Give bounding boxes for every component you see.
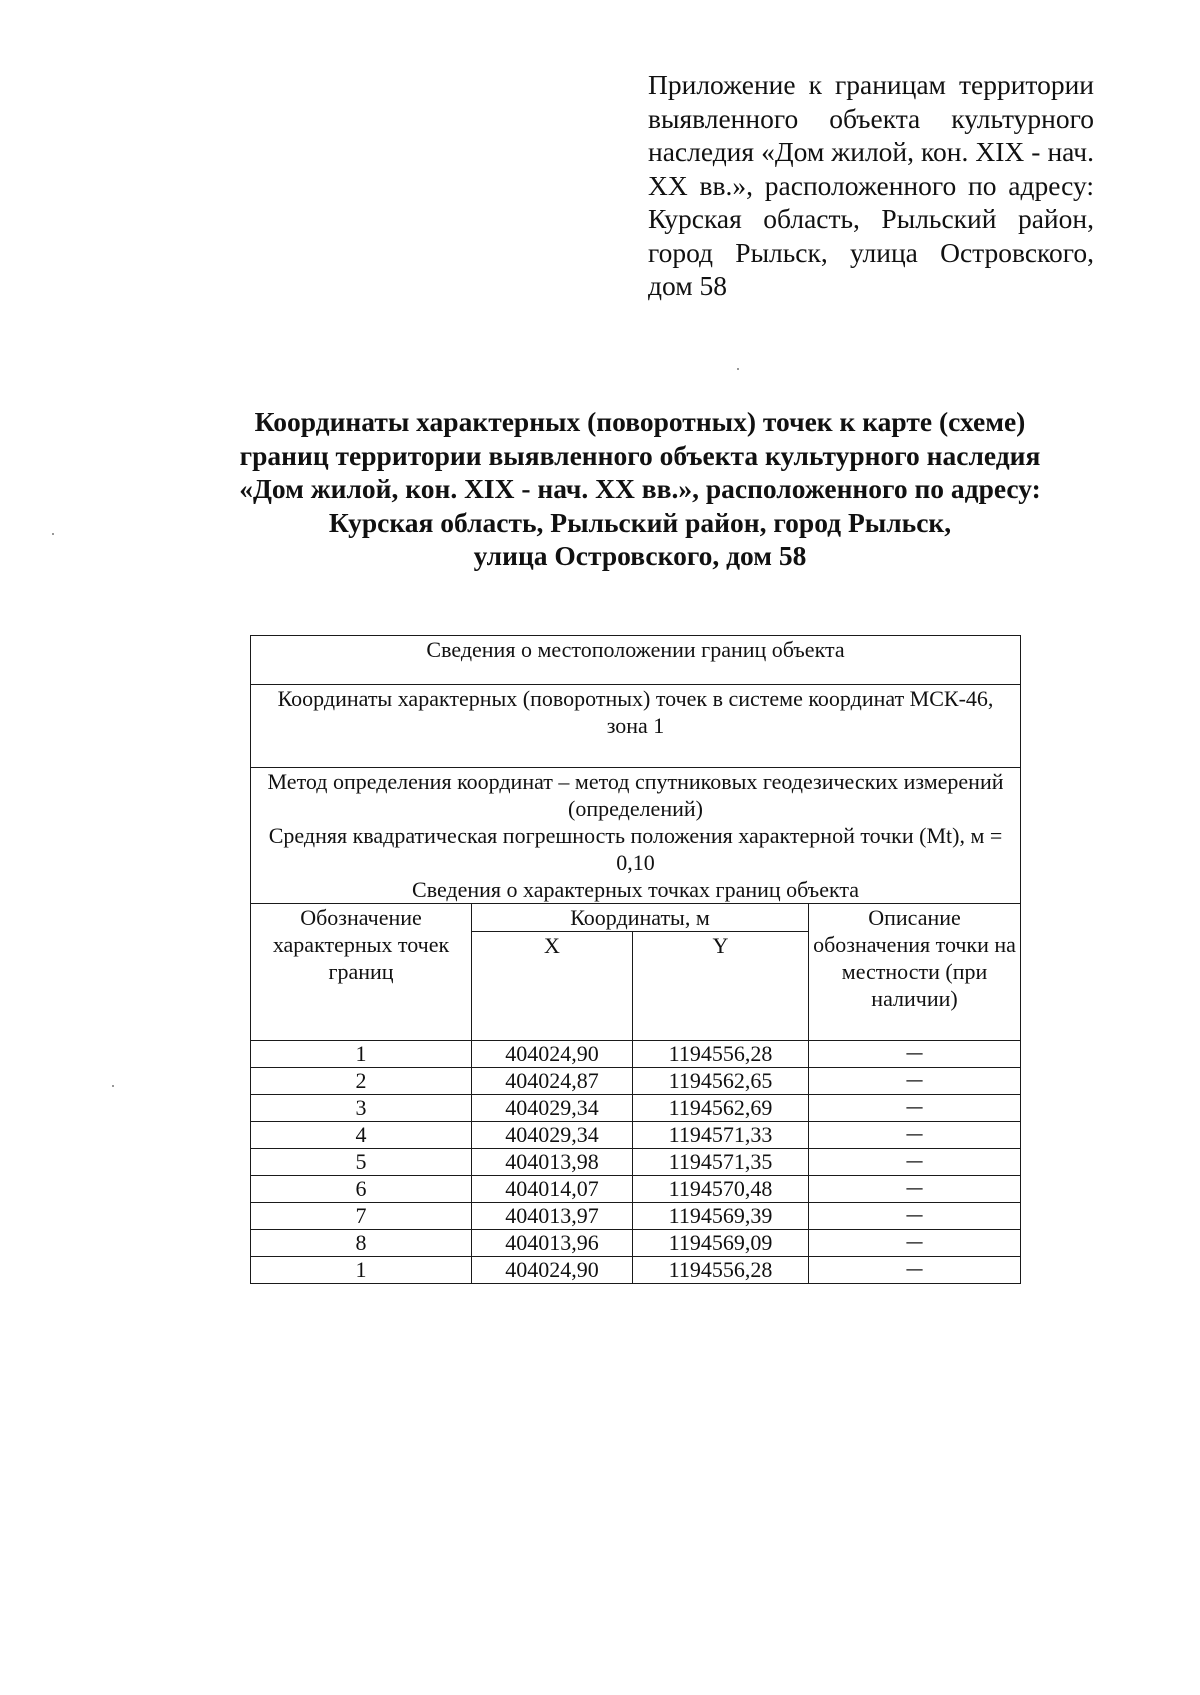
x-cell: 404024,90 (472, 1041, 633, 1068)
y-cell: 1194569,39 (633, 1203, 809, 1230)
point-designation-header: Обозначение характерных точек границ (251, 904, 472, 1041)
heading-line: Курская область, Рыльский район, город Рыльск, (328, 506, 952, 538)
y-cell: 1194562,65 (633, 1068, 809, 1095)
point-cell: 2 (251, 1068, 472, 1095)
coordinate-system-info: Координаты характерных (поворотных) точек в системе координат МСК-46, зона 1 (251, 685, 1021, 768)
description-cell: — (809, 1149, 1021, 1176)
point-cell: 4 (251, 1122, 472, 1149)
heading-line: Координаты характерных (поворотных) точек к карте (схеме) (254, 406, 1026, 437)
appendix-note: Приложение к границам территории выявленного объекта культурного наследия «Дом жилой, кон. XIX - нач. XX вв.», расположенного по адресу: Курская область, Рыльский район, город Рыльск, улица Островского, дом 58 (648, 69, 1094, 301)
point-cell: 6 (251, 1176, 472, 1203)
points-info-text: Сведения о характерных точках границ объекта (412, 877, 859, 902)
table-row (251, 1230, 1021, 1257)
description-cell: — (809, 1257, 1021, 1284)
y-cell: 1194570,48 (633, 1176, 809, 1203)
y-header: Y (633, 932, 809, 1041)
description-cell: — (809, 1230, 1021, 1257)
x-cell: 404029,34 (472, 1095, 633, 1122)
x-cell: 404014,07 (472, 1176, 633, 1203)
y-cell: 1194571,33 (633, 1122, 809, 1149)
y-cell: 1194562,69 (633, 1095, 809, 1122)
table-row (251, 1203, 1021, 1230)
accuracy-text: Средняя квадратическая погрешность положения характерной точки (Mt), м = 0,10 (268, 823, 1003, 875)
x-cell: 404024,87 (472, 1068, 633, 1095)
y-cell: 1194556,28 (633, 1041, 809, 1068)
point-cell: 3 (251, 1095, 472, 1122)
y-cell: 1194571,35 (633, 1149, 809, 1176)
description-cell: — (809, 1095, 1021, 1122)
method-text: Метод определения координат – метод спутниковых геодезических измерений (определений) (267, 769, 1004, 821)
point-cell: 1 (251, 1257, 472, 1284)
y-cell: 1194556,28 (633, 1257, 809, 1284)
description-cell: — (809, 1176, 1021, 1203)
location-info-header: Сведения о местоположении границ объекта (251, 636, 1021, 685)
table-row (251, 1149, 1021, 1176)
method-info (251, 768, 1021, 904)
heading-line: «Дом жилой, кон. XIX - нач. XX вв.», расположенного по адресу: (239, 473, 1041, 504)
description-cell: — (809, 1041, 1021, 1068)
table-row (251, 1041, 1021, 1068)
x-cell: 404013,97 (472, 1203, 633, 1230)
table-row (251, 1176, 1021, 1203)
point-cell: 1 (251, 1041, 472, 1068)
y-cell: 1194569,09 (633, 1230, 809, 1257)
coordinates-header: Координаты, м (472, 904, 809, 932)
x-cell: 404013,98 (472, 1149, 633, 1176)
table-row (251, 1095, 1021, 1122)
x-header: X (472, 932, 633, 1041)
point-description-header: Описание обозначения точки на местности (при наличии) (809, 904, 1021, 1041)
table-row (251, 1257, 1021, 1284)
point-cell: 8 (251, 1230, 472, 1257)
point-cell: 5 (251, 1149, 472, 1176)
table-row (251, 1068, 1021, 1095)
table-row (251, 1122, 1021, 1149)
x-cell: 404013,96 (472, 1230, 633, 1257)
coordinates-table (250, 635, 1021, 1284)
scan-speck (737, 368, 739, 370)
x-cell: 404029,34 (472, 1122, 633, 1149)
description-cell: — (809, 1122, 1021, 1149)
description-cell: — (809, 1203, 1021, 1230)
document-heading (120, 405, 1160, 573)
heading-line: границ территории выявленного объекта культурного наследия (239, 439, 1041, 471)
point-cell: 7 (251, 1203, 472, 1230)
scan-speck (112, 1085, 114, 1087)
scan-speck (52, 533, 54, 535)
heading-line: улица Островского, дом 58 (473, 540, 807, 571)
x-cell: 404024,90 (472, 1257, 633, 1284)
description-cell: — (809, 1068, 1021, 1095)
